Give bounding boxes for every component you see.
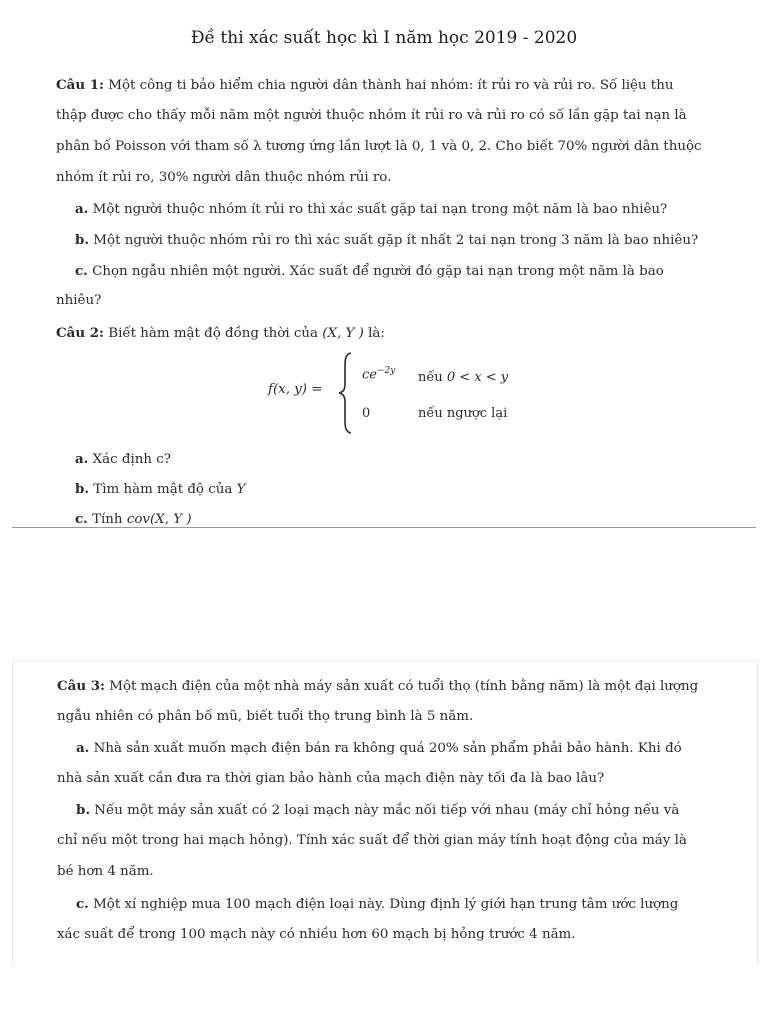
q1-part-b <box>75 231 735 250</box>
q3-c-text-1: Một xí nghiệp mua 100 mạch điện loại này. Dùng định lý giới hạn trung tâm ước lượng <box>93 897 679 912</box>
case-1-cond-word: nếu <box>418 370 447 385</box>
q1-text-2: thập được cho thấy mỗi năm một người thuộc nhóm ít rủi ro và rủi ro có số lần gặp tai nạn là <box>56 108 687 123</box>
q3-part-b <box>76 801 736 820</box>
q1-part-a <box>75 200 735 219</box>
q1-text-3: phân bố Poisson với tham số λ tương ứng lần lượt là 0, 1 và 0, 2. Cho biết 70% người dân thuộc <box>56 139 702 154</box>
q1-text-1: Một công ti bảo hiểm chia người dân thành hai nhóm: ít rủi ro và rủi ro. Số liệu thu <box>108 78 674 93</box>
q3-b-text-3: bé hơn 4 năm. <box>57 864 154 879</box>
q1-b-label: b. <box>75 232 90 248</box>
page-title: Đề thi xác suất học kì I năm học 2019 - 2020 <box>190 28 578 48</box>
q2-c-math: cov(X, Y ) <box>126 512 192 527</box>
q3-b-text-2: chỉ nếu một trong hai mạch hỏng). Tính xác suất để thời gian máy tính hoạt động của máy là <box>57 833 687 848</box>
q2-b-text: Tìm hàm mật độ của <box>93 482 237 497</box>
q1-text-4: nhóm ít rủi ro, 30% người dân thuộc nhóm rủi ro. <box>56 170 392 185</box>
q3-c-text-2: xác suất để trong 100 mạch này có nhiều hơn 60 mạch bị hỏng trước 4 năm. <box>57 927 576 942</box>
q2-a-label: a. <box>75 451 89 467</box>
case-2-expr: 0 <box>362 406 371 421</box>
q1-b-text: Một người thuộc nhóm rủi ro thì xác suất gặp ít nhất 2 tai nạn trong 3 năm là bao nhiêu? <box>93 233 699 248</box>
q1-part-c <box>75 262 735 281</box>
formula-lhs: f(x, y) = <box>268 382 323 397</box>
case-1-expr <box>362 366 395 382</box>
q1-c-text-1: Chọn ngẫu nhiên một người. Xác suất để người đó gặp tai nạn trong một năm là bao <box>92 264 664 279</box>
q1-a-text: Một người thuộc nhóm ít rủi ro thì xác suất gặp tai nạn trong một năm là bao nhiêu? <box>92 202 668 217</box>
q3-text-2: ngẫu nhiên có phân bố mũ, biết tuổi thọ trung bình là 5 năm. <box>57 709 474 724</box>
case-1-condition <box>418 370 508 385</box>
q2-line-1 <box>56 324 716 343</box>
case-1-cond-math: 0 < x < y <box>446 370 509 385</box>
q3-a-text-2: nhà sản xuất cần đưa ra thời gian bảo hành của mạch điện này tối đa là bao lâu? <box>57 771 605 786</box>
q2-text-math: (X, Y ) <box>322 326 364 341</box>
q3-part-a <box>76 739 736 758</box>
q2-part-b <box>75 480 735 499</box>
q3-a-label: a. <box>76 740 90 756</box>
q3-b-text-1: Nếu một máy sản xuất có 2 loại mạch này mắc nối tiếp với nhau (máy chỉ hỏng nếu và <box>94 803 680 818</box>
q1-a-label: a. <box>75 201 89 217</box>
q3-text-1: Một mạch điện của một nhà máy sản xuất có tuổi thọ (tính bằng năm) là một đại lượng <box>109 679 699 694</box>
q1-c-label: c. <box>75 263 88 279</box>
q2-a-text: Xác định c? <box>88 452 171 467</box>
q2-c-text: Tính <box>92 512 127 527</box>
q2-text-pre: Biết hàm mật độ đồng thời của <box>108 326 323 341</box>
q3-part-c <box>76 895 736 914</box>
q2-label: Câu 2: <box>56 325 104 341</box>
page-gap <box>0 528 768 660</box>
q2-b-label: b. <box>75 481 90 497</box>
q3-a-text-1: Nhà sản xuất muốn mạch điện bán ra không quá 20% sản phẩm phải bảo hành. Khi đó <box>93 741 682 756</box>
q1-line-1 <box>56 76 716 95</box>
density-formula <box>268 352 568 434</box>
q3-b-label: b. <box>76 802 91 818</box>
q3-line-1 <box>57 677 717 696</box>
q2-c-label: c. <box>75 511 88 527</box>
q2-part-a <box>75 450 735 469</box>
q1-c-text-2: nhiêu? <box>56 293 102 308</box>
q2-text-post: là: <box>363 326 385 341</box>
exam-page-2 <box>12 660 758 965</box>
exam-page-1 <box>12 0 756 528</box>
q2-b-math: Y <box>236 482 246 497</box>
q1-label: Câu 1: <box>56 77 104 93</box>
case-1-exponent: −2y <box>376 366 396 376</box>
q3-c-label: c. <box>76 896 89 912</box>
q3-label: Câu 3: <box>57 678 105 694</box>
case-2-condition: nếu ngược lại <box>418 406 508 421</box>
curly-brace-icon <box>338 352 354 434</box>
case-1-base: ce <box>362 367 377 383</box>
q2-part-c <box>75 510 735 529</box>
